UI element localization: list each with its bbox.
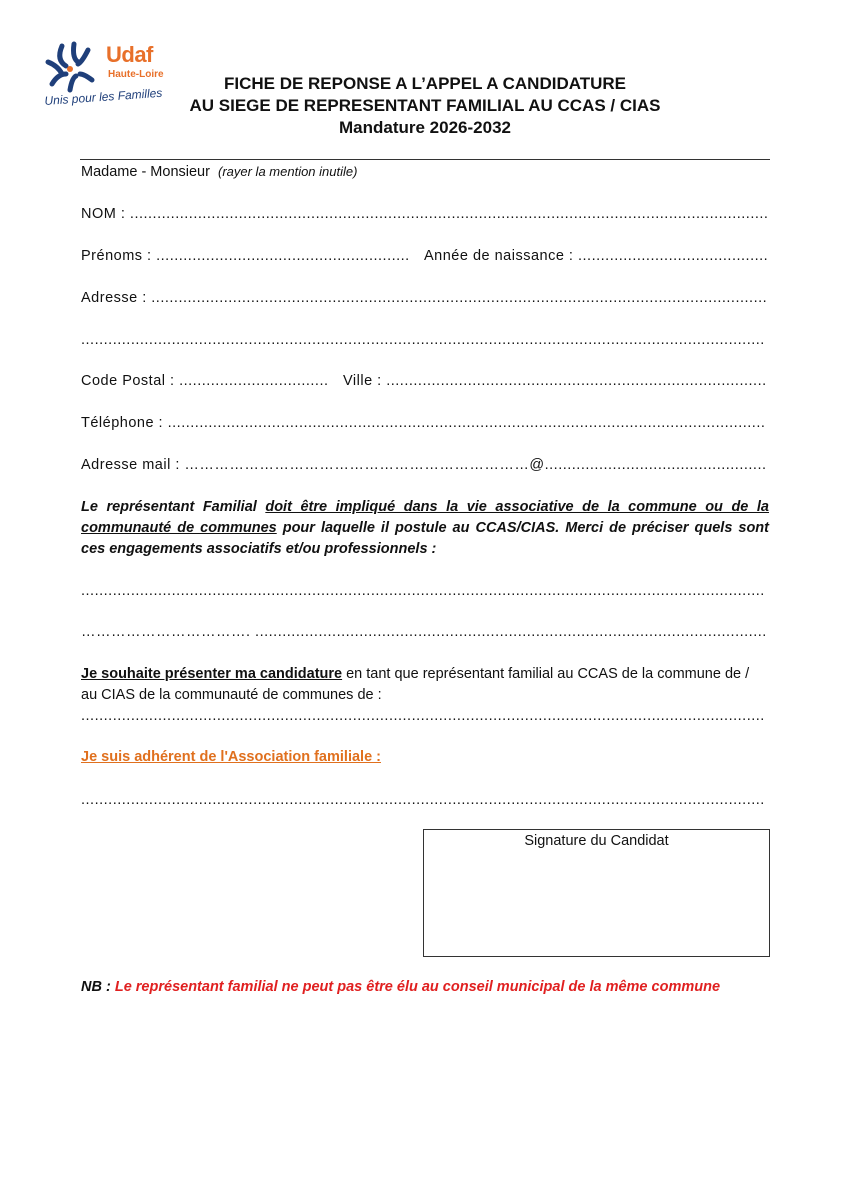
adresse-field[interactable]: Adresse : ........................................................................................................................................ — [81, 290, 768, 306]
prenoms-field[interactable]: Prénoms : ........................................................ — [81, 248, 410, 264]
annee-naissance-field[interactable]: Année de naissance : .......................................... — [424, 248, 769, 264]
engagement-part-1: Le représentant Familial — [81, 499, 266, 515]
signature-box[interactable] — [423, 829, 770, 957]
civility-note: (rayer la mention inutile) — [218, 164, 358, 179]
udaf-logo — [40, 40, 180, 120]
engagement-line-2-field[interactable]: ……………………………. ................................................................................................................. — [81, 624, 767, 640]
adherent-association-field[interactable]: ....................................................................................................................................................... — [81, 792, 765, 808]
nom-field[interactable]: NOM : ............................................................................................................................................. — [81, 206, 769, 222]
engagement-part-3: pour laquelle il postule au CCAS/CIAS. Merci de préciser quels sont ces engagements associatifs et/ou professionnels : — [81, 520, 769, 557]
civility-row — [81, 164, 357, 180]
engagement-line-1-field[interactable]: ....................................................................................................................................................... — [81, 583, 765, 599]
title-line-3: Mandature 2026-2032 — [339, 118, 511, 137]
nb-note — [81, 979, 720, 995]
logo-region: Haute-Loire — [108, 69, 164, 80]
adresse-line-2-field[interactable]: ....................................................................................................................................................... — [81, 332, 765, 348]
title-line-1: FICHE DE REPONSE A L’APPEL A CANDIDATURE — [223, 74, 627, 93]
engagement-paragraph — [81, 497, 769, 560]
ville-field[interactable]: Ville : .................................................................................... — [343, 373, 767, 389]
code-postal-field[interactable]: Code Postal : ................................. — [81, 373, 329, 389]
header-divider — [80, 159, 770, 160]
telephone-field[interactable]: Téléphone : .................................................................................................................................... — [81, 415, 766, 431]
title-line-2: AU SIEGE DE REPRESENTANT FAMILIAL AU CCAS / CIAS — [189, 96, 661, 115]
nb-text: Le représentant familial ne peut pas être élu au conseil municipal de la même commune — [114, 979, 721, 995]
nb-prefix: NB : — [81, 979, 115, 995]
mail-field[interactable]: Adresse mail : ……………………………………………………………@................................................. — [81, 457, 767, 473]
adherent-label: Je suis adhérent de l'Association familiale : — [81, 749, 381, 765]
candidature-lead: Je souhaite présenter ma candidature — [81, 666, 343, 682]
candidature-rest: en tant que représentant familial au CCAS de la commune de / au CIAS de la communauté de communes de : — [81, 666, 750, 703]
engagement-underlined: doit être impliqué dans la vie associative de la commune ou de la communauté de communes — [81, 499, 769, 536]
candidature-paragraph — [81, 664, 769, 706]
civility-field[interactable]: Madame - Monsieur — [81, 164, 210, 180]
logo-brand: Udaf — [106, 42, 153, 67]
document-title — [180, 73, 670, 139]
signature-label: Signature du Candidat — [524, 833, 669, 849]
logo-tagline: Unis pour les Familles — [44, 85, 163, 108]
candidature-commune-field[interactable]: ....................................................................................................................................................... — [81, 708, 765, 724]
